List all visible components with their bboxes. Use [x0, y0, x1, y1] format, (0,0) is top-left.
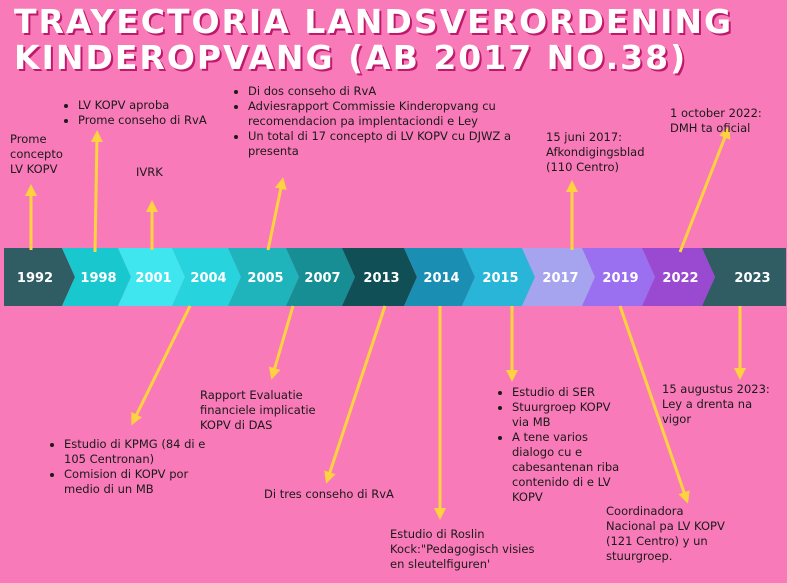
event-2001-line: IVRK — [136, 165, 163, 179]
timeline-year-label: 2001 — [135, 271, 172, 286]
event-2015-item: • Stuurgroep KOPV via MB — [512, 400, 630, 430]
event-2017-line: Afkondigingsblad — [546, 145, 645, 159]
arrow-1998 — [95, 136, 97, 252]
event-2001 — [136, 165, 186, 180]
event-2017-top — [546, 130, 656, 175]
timeline-year-label: 2013 — [363, 271, 400, 286]
event-2017-line: 15 juni 2017: — [546, 130, 623, 144]
event-2022-line: 1 october 2022: — [670, 106, 762, 120]
event-2014-bottom — [390, 527, 540, 572]
event-2007-line: KOPV di DAS — [200, 418, 273, 432]
event-2013-bottom — [264, 487, 424, 502]
event-1992-line: LV KOPV — [10, 162, 58, 176]
event-2014-line: en sleutelfiguren' — [390, 557, 491, 571]
timeline-year-label: 2022 — [662, 271, 699, 286]
event-2022-line: DMH ta oficial — [670, 121, 751, 135]
event-1992-line: concepto — [10, 147, 63, 161]
timeline-year-label: 1992 — [16, 271, 54, 286]
event-1992 — [10, 132, 80, 177]
timeline-year-label: 2015 — [482, 271, 519, 286]
event-2007-bottom — [200, 388, 320, 433]
timeline-year-label: 1998 — [80, 271, 117, 286]
event-2005-item: • Un total di 17 concepto di LV KOPV cu DJWZ a presenta — [248, 129, 532, 159]
timeline-year-label: 2023 — [734, 271, 771, 286]
event-2023-bottom — [662, 382, 782, 427]
event-2004-bottom — [50, 437, 220, 497]
event-1998-item: • Prome conseho di RvA — [78, 113, 234, 128]
event-2004-item: • Estudio di KPMG (84 di e 105 Centronan) — [64, 437, 220, 467]
timeline-year-label: 2017 — [542, 271, 579, 286]
event-2023-line: Ley a drenta na — [662, 397, 753, 411]
event-2019-line: Coordinadora — [606, 504, 684, 518]
event-2005-top — [234, 84, 532, 159]
event-2019-line: Nacional pa LV KOPV — [606, 519, 725, 533]
event-2019-line: (121 Centro) y un — [606, 534, 708, 548]
event-2014-line: Kock:"Pedagogisch visies — [390, 542, 535, 556]
event-2017-line: (110 Centro) — [546, 160, 619, 174]
arrow-2005 — [268, 183, 282, 250]
arrow-2013 — [328, 306, 385, 478]
event-2013-line: Di tres conseho di RvA — [264, 487, 394, 501]
event-2014-line: Estudio di Roslin — [390, 527, 485, 541]
arrow-2022 — [680, 132, 727, 252]
event-2022-top — [670, 106, 780, 136]
page-title-line-1: TRAYECTORIA LANDSVERORDENING — [14, 2, 734, 41]
event-2005-item: • Adviesrapport Commissie Kinderopvang cu recomendacion pa implentaciondi e Ley — [248, 99, 532, 129]
event-2015-item: • Estudio di SER — [512, 385, 630, 400]
arrow-2004 — [134, 306, 190, 420]
event-2007-line: Rapport Evaluatie — [200, 388, 303, 402]
event-2019-line: stuurgroep. — [606, 549, 673, 563]
arrow-2007 — [273, 306, 293, 374]
event-2007-line: financiele implicatie — [200, 403, 316, 417]
timeline-year-label: 2014 — [423, 271, 460, 286]
timeline-year-label: 2019 — [602, 271, 639, 286]
event-2023-line: vigor — [662, 412, 692, 426]
event-2004-item: • Comision di KOPV por medio di un MB — [64, 467, 220, 497]
event-2015-item: • A tene varios dialogo cu e cabesantenan riba contenido di e LV KOPV — [512, 430, 630, 505]
event-1998 — [64, 98, 234, 128]
timeline-year-label: 2007 — [304, 271, 341, 286]
event-2005-item: • Di dos conseho di RvA — [248, 84, 532, 99]
timeline-year-label: 2005 — [247, 271, 284, 286]
event-1998-item: • LV KOPV aproba — [78, 98, 234, 113]
event-2015-bottom — [498, 385, 630, 505]
page-title-line-2: KINDEROPVANG (AB 2017 NO.38) — [14, 38, 688, 77]
timeline-year-label: 2004 — [190, 271, 227, 286]
event-1992-line: Prome — [10, 132, 47, 146]
event-2023-line: 15 augustus 2023: — [662, 382, 770, 396]
event-2019-bottom — [606, 504, 736, 564]
